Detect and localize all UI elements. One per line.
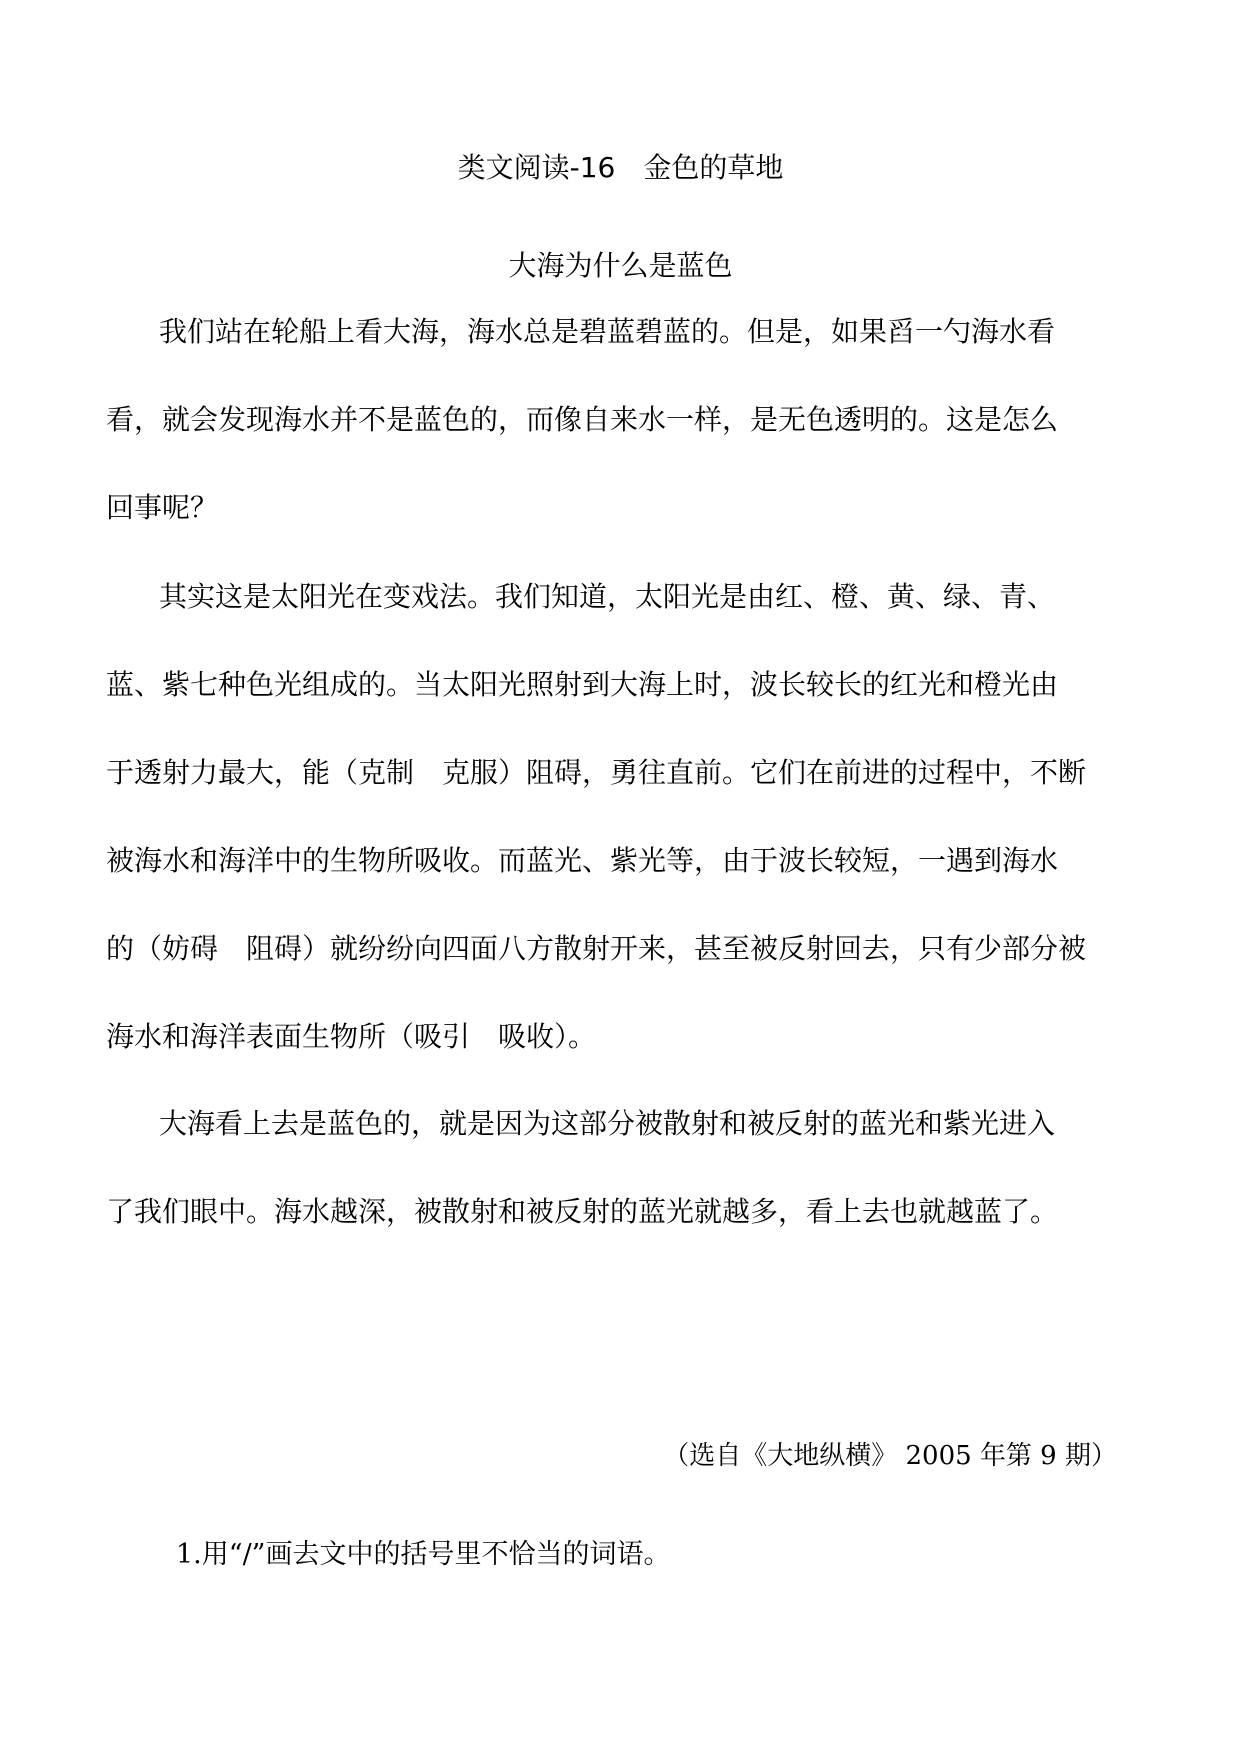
paragraph-line: 大海看上去是蓝色的，就是因为这部分被散射和被反射的蓝光和紫光进入 [159,1107,1056,1140]
paragraph-line: 看，就会发现海水并不是蓝色的，而像自来水一样，是无色透明的。这是怎么 [106,403,1059,436]
source-citation: （选自《大地纵横》 2005 年第 9 期） [663,1441,1117,1471]
paragraph-line: 海水和海洋表面生物所（吸引 吸收）。 [106,1020,597,1053]
document-title: 类文阅读-16 金色的草地 [457,151,784,184]
paragraph-line: 其实这是太阳光在变戏法。我们知道，太阳光是由红、橙、黄、绿、青、 [159,580,1056,613]
paragraph-line: 于透射力最大，能（克制 克服）阻碍，勇往直前。它们在前进的过程中，不断 [106,756,1087,789]
article-title: 大海为什么是蓝色 [508,249,733,282]
question: 1.用“/”画去文中的括号里不恰当的词语。 [176,1539,671,1570]
paragraph-line: 了我们眼中。海水越深，被散射和被反射的蓝光就越多，看上去也就越蓝了。 [106,1195,1059,1228]
paragraph-line: 回事呢？ [106,491,219,524]
paragraph-line: 被海水和海洋中的生物所吸收。而蓝光、紫光等，由于波长较短，一遇到海水 [106,844,1059,877]
paragraph-line: 蓝、紫七种色光组成的。当太阳光照射到大海上时，波长较长的红光和橙光由 [106,668,1059,701]
paragraph-line: 的（妨碍 阻碍）就纷纷向四面八方散射开来，甚至被反射回去，只有少部分被 [106,932,1087,965]
paragraph-line: 我们站在轮船上看大海，海水总是碧蓝碧蓝的。但是，如果舀一勺海水看 [159,315,1056,348]
